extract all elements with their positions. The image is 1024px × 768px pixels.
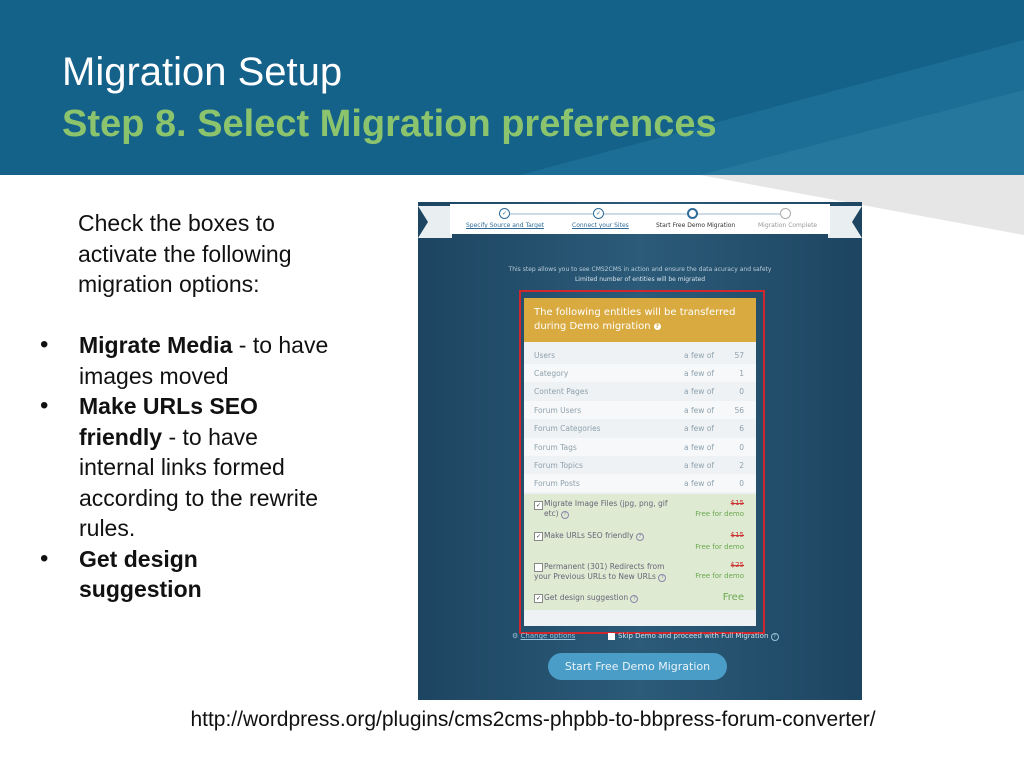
entity-name: Forum Tags: [534, 443, 577, 452]
entity-amount: a few of: [684, 424, 714, 433]
entity-count: 0: [739, 479, 744, 488]
option-free-note: Free for demo: [695, 543, 744, 551]
entity-count: 0: [739, 387, 744, 396]
help-icon[interactable]: ?: [561, 511, 569, 519]
card-title-text: during Demo migration: [534, 321, 651, 332]
source-url: http://wordpress.org/plugins/cms2cms-phpbb-to-bbpress-forum-converter/: [190, 708, 876, 731]
intro-line: Check the boxes to: [78, 210, 275, 236]
intro-line: activate the following: [78, 240, 292, 267]
help-icon[interactable]: ?: [771, 633, 779, 641]
card-title-line: The following entities will be transferred: [534, 307, 736, 318]
entity-amount: a few of: [684, 351, 714, 360]
entity-name: Forum Posts: [534, 479, 580, 488]
option-label: [544, 509, 569, 519]
entity-amount: a few of: [684, 443, 714, 452]
entity-count: 1: [739, 369, 744, 378]
start-demo-button[interactable]: Start Free Demo Migration: [548, 653, 727, 680]
option-label: [544, 531, 644, 541]
media-checkbox[interactable]: ✓: [535, 502, 542, 509]
option-price: $15: [730, 499, 744, 507]
option-label: Permanent (301) Redirects from: [544, 562, 665, 571]
current-step-icon: [687, 208, 698, 219]
entity-amount: a few of: [684, 461, 714, 470]
option-price: $15: [730, 531, 744, 539]
bullet-icon: •: [40, 544, 49, 572]
entity-count: 2: [739, 461, 744, 470]
skip-demo-checkbox[interactable]: [608, 633, 615, 640]
bullet-item: [40, 391, 329, 544]
check-icon: ✓: [593, 208, 604, 219]
bullet-icon: •: [40, 331, 49, 358]
option-price: $25: [730, 561, 744, 569]
entity-count: 56: [734, 406, 744, 415]
entity-count: 0: [739, 443, 744, 452]
option-301-redirects[interactable]: [524, 557, 756, 588]
entity-name: Category: [534, 369, 569, 378]
bullet-list: [40, 330, 330, 605]
option-label-line: etc): [544, 509, 559, 518]
redirects-checkbox[interactable]: [534, 563, 543, 572]
entity-amount: a few of: [684, 387, 714, 396]
entity-row: [524, 419, 756, 437]
bullet-text: - to have images moved: [79, 332, 329, 389]
option-label-line: your Previous URLs to New URLs: [534, 572, 656, 581]
info-limit-text: Limited number of entities will be migrated: [574, 276, 706, 283]
entity-name: Forum Topics: [534, 461, 583, 470]
help-icon[interactable]: ?: [630, 595, 638, 603]
option-free-note: Free: [722, 592, 744, 603]
entity-count: 6: [739, 424, 744, 433]
option-label: [534, 572, 666, 582]
help-icon[interactable]: ?: [658, 574, 666, 582]
bullet-bold: Get design suggestion: [79, 545, 202, 602]
intro-line: migration options:: [78, 271, 260, 297]
entity-row: [524, 382, 756, 400]
change-options-label[interactable]: Change options: [520, 632, 576, 640]
intro-text: [66, 208, 326, 300]
entities-card: [524, 298, 756, 626]
wizard-screenshot: [418, 202, 862, 700]
entity-amount: a few of: [684, 479, 714, 488]
card-title-line: [534, 320, 756, 334]
step-link-connect[interactable]: Connect your Sites: [572, 222, 629, 229]
entity-name: Content Pages: [534, 387, 589, 396]
option-label: [544, 593, 638, 603]
entity-row: [524, 346, 756, 364]
card-header: [524, 298, 756, 342]
entity-list: [524, 346, 756, 494]
bullet-bold: Make URLs SEO friendly: [79, 393, 258, 450]
entity-count: 57: [734, 351, 744, 360]
entity-row: [524, 438, 756, 456]
entity-row: [524, 401, 756, 419]
bullet-icon: •: [40, 392, 49, 419]
option-label-line: Make URLs SEO friendly: [544, 531, 634, 540]
pending-step-icon: [780, 208, 791, 219]
entity-name: Users: [534, 351, 556, 360]
bullet-bold: Migrate Media: [79, 332, 233, 358]
step-current: Start Free Demo Migration: [656, 222, 736, 229]
gear-icon: ⚙: [512, 632, 519, 640]
seo-checkbox[interactable]: ✓: [535, 533, 542, 540]
check-icon: ✓: [499, 208, 510, 219]
entity-row: [524, 456, 756, 474]
bullet-item: [40, 330, 329, 391]
skip-demo-label: Skip Demo and proceed with Full Migration: [618, 632, 769, 640]
help-icon[interactable]: ?: [636, 533, 644, 541]
entity-name: Forum Users: [534, 406, 582, 415]
design-checkbox[interactable]: ✓: [535, 595, 542, 602]
option-seo-urls[interactable]: [524, 526, 756, 557]
info-text: This step allows you to see CMS2CMS in action and ensure the data acuracy and safety: [508, 266, 772, 273]
slide-header: [0, 0, 1024, 175]
entity-amount: a few of: [684, 406, 714, 415]
skip-demo-option[interactable]: [608, 632, 779, 641]
change-options-link[interactable]: [512, 632, 575, 640]
option-label: Migrate Image Files (jpg, png, gif: [544, 499, 668, 508]
option-label-line: Get design suggestion: [544, 593, 629, 602]
bullet-text: - to have internal links formed according to the rewrite rules.: [79, 423, 319, 541]
slide-title: Migration Setup: [62, 50, 343, 94]
step-pending: Migration Complete: [758, 222, 818, 229]
option-free-note: Free for demo: [695, 510, 744, 518]
entity-amount: a few of: [684, 369, 714, 378]
help-icon[interactable]: ?: [655, 322, 660, 330]
option-design-suggestion[interactable]: [524, 588, 756, 610]
entity-row: [524, 364, 756, 382]
slide-subtitle: Step 8. Select Migration preferences: [62, 103, 717, 145]
option-free-note: Free for demo: [695, 572, 744, 580]
step-link-source[interactable]: Specify Source and Target: [466, 222, 545, 229]
entity-row: [524, 474, 756, 492]
option-migrate-media[interactable]: [524, 494, 756, 526]
entity-name: Forum Categories: [534, 424, 601, 433]
bullet-item: [40, 544, 249, 605]
